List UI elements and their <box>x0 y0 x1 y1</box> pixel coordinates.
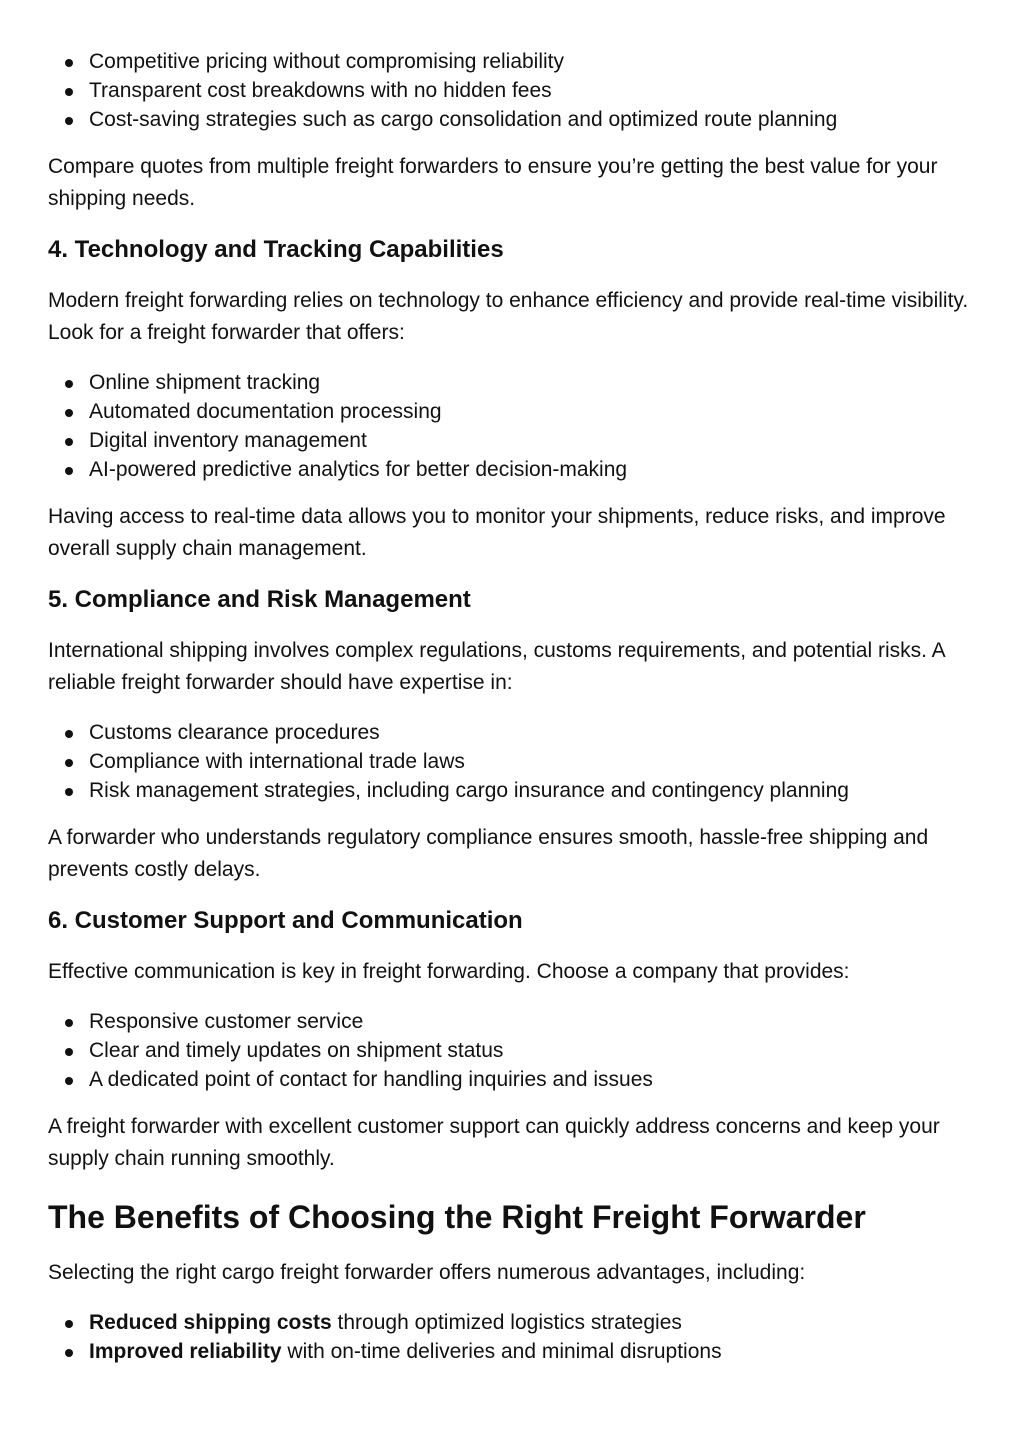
section-5-heading: 5. Compliance and Risk Management <box>48 586 471 613</box>
section-6-heading: 6. Customer Support and Communication <box>48 907 523 934</box>
list-item: Customs clearance procedures <box>89 718 976 747</box>
benefits-list <box>48 1308 976 1366</box>
pricing-list <box>48 47 976 134</box>
section-4-intro: Modern freight forwarding relies on technology to enhance efficiency and provide real-time visibility. Look for a freight forwarder that offers: <box>48 289 969 344</box>
list-item: AI-powered predictive analytics for better decision-making <box>89 455 976 484</box>
section-6-outro: A freight forwarder with excellent customer support can quickly address concerns and keep your supply chain running smoothly. <box>48 1115 940 1170</box>
section-5-intro: International shipping involves complex regulations, customs requirements, and potential risks. A reliable freight forwarder should have expertise in: <box>48 639 945 694</box>
section-6-intro: Effective communication is key in freight forwarding. Choose a company that provides: <box>48 960 850 983</box>
benefits-intro: Selecting the right cargo freight forwarder offers numerous advantages, including: <box>48 1261 806 1284</box>
list-item: Clear and timely updates on shipment status <box>89 1036 976 1065</box>
section-4-heading: 4. Technology and Tracking Capabilities <box>48 236 504 263</box>
list-item: Risk management strategies, including cargo insurance and contingency planning <box>89 776 976 805</box>
benefit-text: through optimized logistics strategies <box>331 1311 682 1334</box>
benefits-heading: The Benefits of Choosing the Right Freight Forwarder <box>48 1199 866 1235</box>
list-item: Responsive customer service <box>89 1007 976 1036</box>
section-5-outro: A forwarder who understands regulatory compliance ensures smooth, hassle-free shipping and prevents costly delays. <box>48 826 929 881</box>
section-6-list <box>48 1007 976 1094</box>
list-item: A dedicated point of contact for handling inquiries and issues <box>89 1065 976 1094</box>
section-5-list <box>48 718 976 805</box>
list-item: Cost-saving strategies such as cargo consolidation and optimized route planning <box>89 105 976 134</box>
list-item: Compliance with international trade laws <box>89 747 976 776</box>
list-item: Digital inventory management <box>89 426 976 455</box>
list-item <box>89 1337 976 1366</box>
list-item: Competitive pricing without compromising reliability <box>89 47 976 76</box>
list-item <box>89 1308 976 1337</box>
benefit-text: with on-time deliveries and minimal disruptions <box>281 1340 722 1363</box>
benefit-bold-label: Improved reliability <box>89 1340 282 1363</box>
compare-paragraph: Compare quotes from multiple freight forwarders to ensure you’re getting the best value for your shipping needs. <box>48 155 938 210</box>
section-4-outro: Having access to real-time data allows you to monitor your shipments, reduce risks, and improve overall supply chain management. <box>48 505 946 560</box>
benefit-bold-label: Reduced shipping costs <box>89 1311 332 1334</box>
list-item: Automated documentation processing <box>89 397 976 426</box>
list-item: Transparent cost breakdowns with no hidden fees <box>89 76 976 105</box>
section-4-list <box>48 368 976 484</box>
list-item: Online shipment tracking <box>89 368 976 397</box>
